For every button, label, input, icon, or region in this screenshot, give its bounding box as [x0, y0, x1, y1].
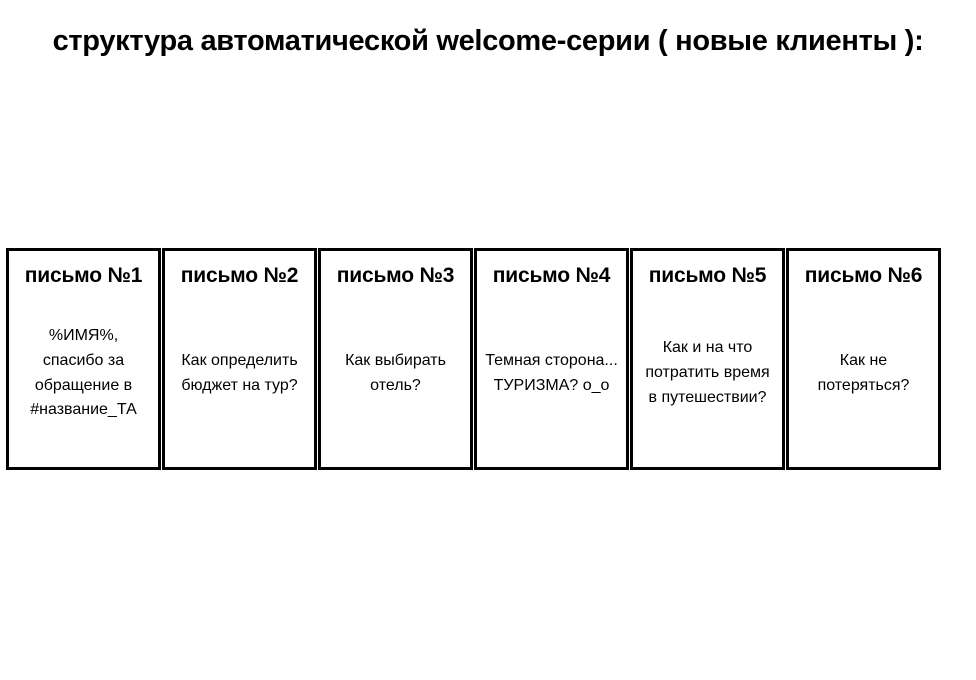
card-title: письмо №3	[336, 264, 455, 287]
card-title: письмо №1	[24, 264, 143, 287]
page-title: структура автоматической welcome-серии ( новые клиенты ):	[52, 25, 924, 57]
card-text: Как определить бюджет на тур?	[181, 351, 298, 394]
card-body	[641, 296, 774, 457]
card-letter-5	[630, 248, 785, 470]
card-title: письмо №4	[492, 264, 611, 287]
card-body	[17, 296, 150, 457]
card-text: Как выбирать отель?	[345, 351, 446, 394]
card-text: Как и на что потратить время в путешествии?	[645, 339, 770, 406]
card-body	[173, 296, 306, 457]
card-body	[329, 296, 462, 457]
email-series-cards	[6, 248, 941, 470]
card-letter-3	[318, 248, 473, 470]
card-text: Как не потеряться?	[817, 351, 910, 394]
card-body	[485, 296, 618, 457]
card-letter-2	[162, 248, 317, 470]
card-letter-1	[6, 248, 161, 470]
card-title: письмо №2	[180, 264, 299, 287]
card-letter-4	[474, 248, 629, 470]
card-text: %ИМЯ%, спасибо за обращение в #название_ТА	[30, 327, 137, 419]
card-title: письмо №5	[648, 264, 767, 287]
card-letter-6	[786, 248, 941, 470]
card-title: письмо №6	[804, 264, 923, 287]
card-text: Темная сторона... ТУРИЗМА? о_о	[485, 351, 618, 394]
card-body	[797, 296, 930, 457]
